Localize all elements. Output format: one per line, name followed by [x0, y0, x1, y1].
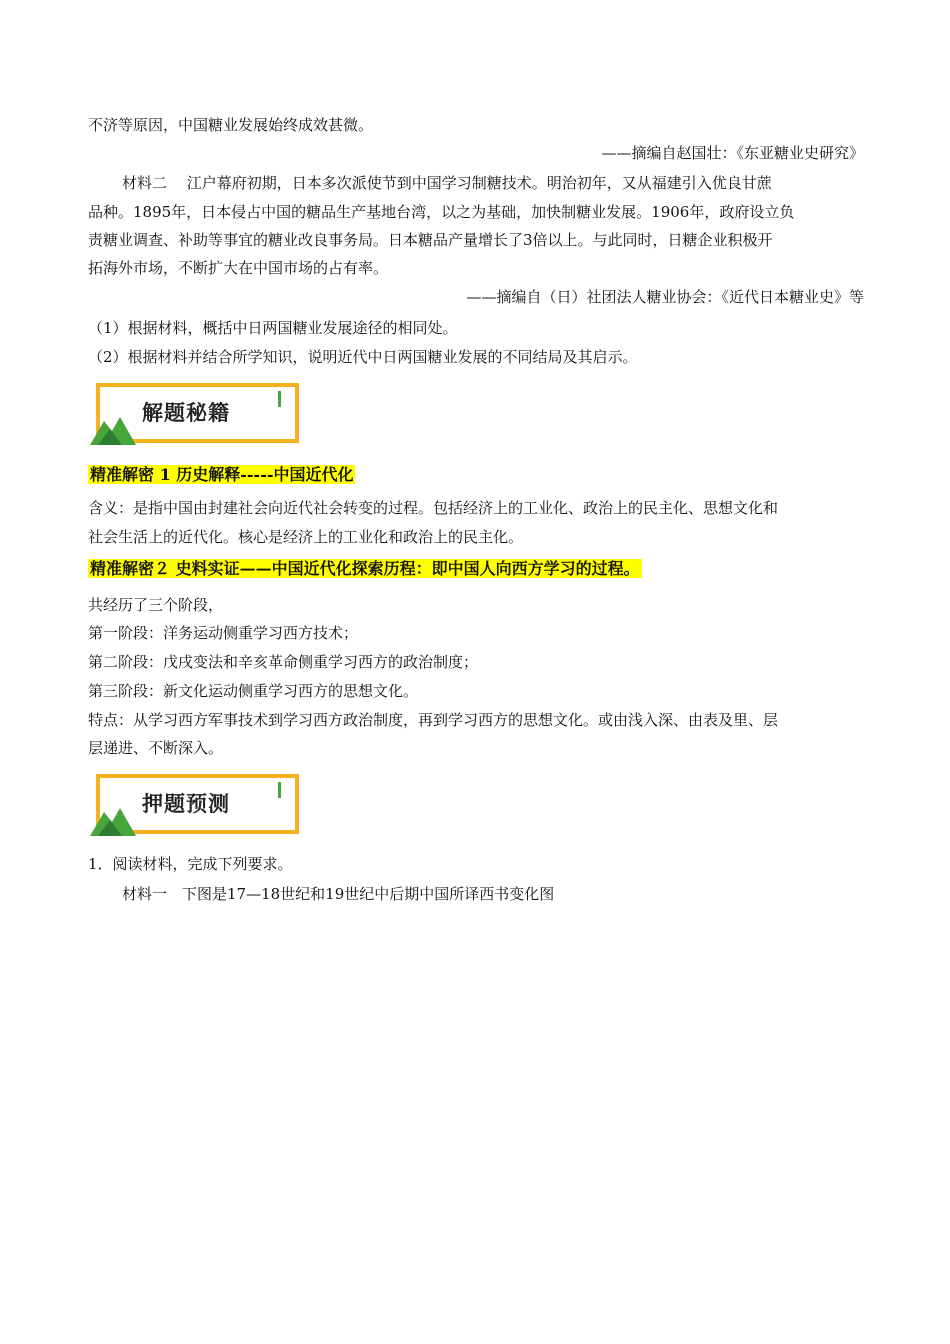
- paragraph-line: 第二阶段：戊戌变法和辛亥革命侧重学习西方的政治制度；: [88, 653, 479, 671]
- section-banner: [90, 774, 295, 834]
- text-line: 不济等原因，中国糖业发展始终成效甚微。: [88, 116, 374, 134]
- paragraph-line: 第一阶段：洋务运动侧重学习西方技术；: [88, 624, 359, 642]
- paragraph-line: 第三阶段：新文化运动侧重学习西方的思想文化。: [88, 682, 419, 700]
- question-stem: 1．阅读材料，完成下列要求。: [88, 855, 293, 873]
- material-two-line: 拓海外市场，不断扩大在中国市场的占有率。: [88, 259, 389, 277]
- paragraph-line: 含义：是指中国由封建社会向近代社会转变的过程。包括经济上的工业化、政治上的民主化、思想文化和: [88, 499, 779, 517]
- source-citation: ——摘编自（日）社团法人糖业协会：《近代日本糖业史》等: [466, 288, 864, 306]
- accent-bar: [278, 782, 281, 798]
- secret-heading: 精准解密 1 历史解释-----中国近代化: [90, 465, 354, 484]
- section-banner: [90, 383, 295, 443]
- secret-heading: 精准解密２ 史料实证——中国近代化探索历程：即中国人向西方学习的过程。: [90, 559, 640, 578]
- paragraph-line: 共经历了三个阶段，: [88, 596, 224, 614]
- material-two-line: 品种。1895年，日本侵占中国的糖品生产基地台湾，以之为基础，加快制糖业发展。1906年，政府设立负: [88, 203, 795, 221]
- paragraph-line: 社会生活上的近代化。核心是经济上的工业化和政治上的民主化。: [88, 528, 524, 546]
- material-one-caption: 材料一 下图是17—18世纪和19世纪中后期中国所译西书变化图: [122, 885, 555, 903]
- banner-title: 解题秘籍: [142, 401, 230, 425]
- banner-title: 押题预测: [142, 792, 230, 816]
- paragraph-line: 特点：从学习西方军事技术到学习西方政治制度，再到学习西方的思想文化。或由浅入深、由表及里、层: [88, 711, 779, 729]
- material-two-line: 材料二 江户幕府初期，日本多次派使节到中国学习制糖技术。明治初年，又从福建引入优良甘蔗: [122, 174, 772, 192]
- question-one: （1）根据材料，概括中日两国糖业发展途径的相同处。: [88, 319, 458, 337]
- question-two: （2）根据材料并结合所学知识，说明近代中日两国糖业发展的不同结局及其启示。: [88, 348, 638, 366]
- material-two-line: 责糖业调查、补助等事宜的糖业改良事务局。日本糖品产量增长了3倍以上。与此同时，日糖企业积极开: [88, 231, 773, 249]
- accent-bar: [278, 391, 281, 407]
- mountain-icon: [90, 405, 140, 445]
- mountain-icon: [90, 796, 140, 836]
- source-citation: ——摘编自赵国壮：《东亚糖业史研究》: [601, 144, 864, 162]
- paragraph-line: 层递进、不断深入。: [88, 739, 224, 757]
